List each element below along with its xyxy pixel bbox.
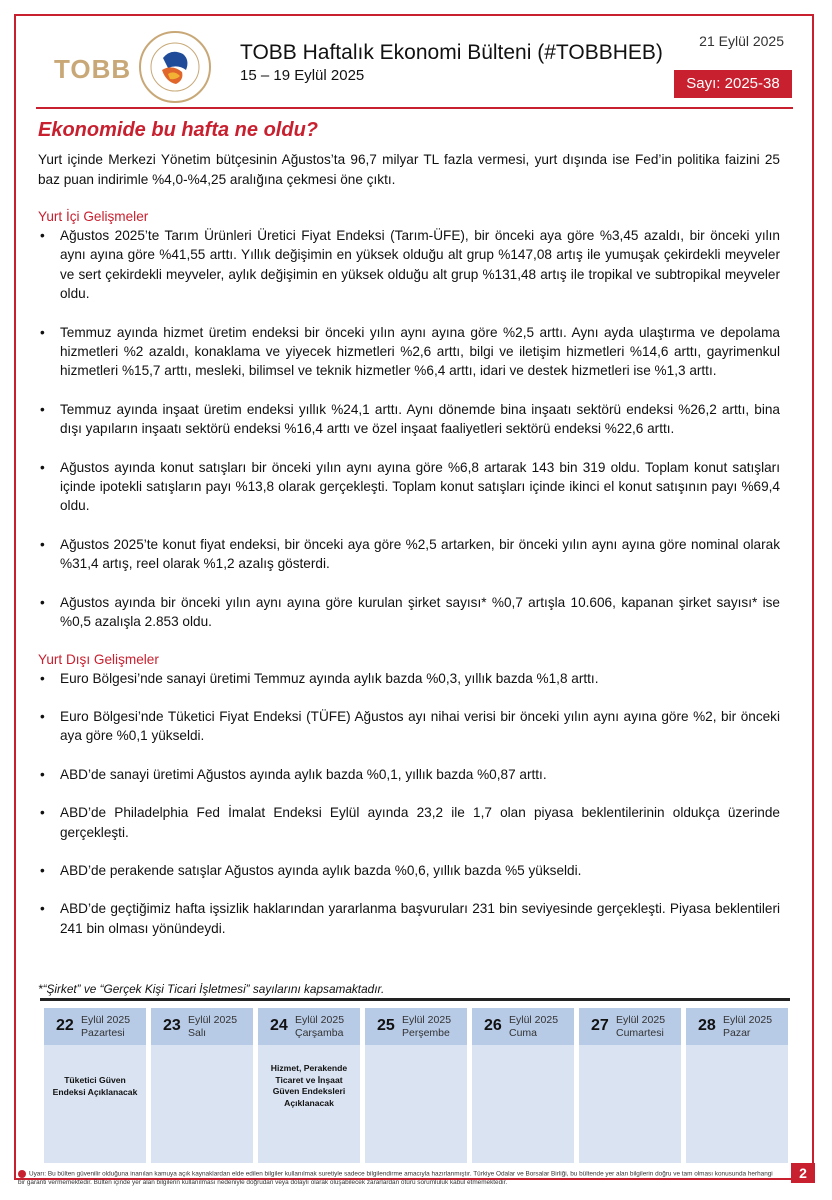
publish-date: 21 Eylül 2025 <box>699 33 784 49</box>
day-event: Hizmet, Perakende Ticaret ve İnşaat Güven Endeksleri Açıklanacak <box>270 1063 348 1108</box>
calendar-day <box>44 1008 146 1163</box>
foreign-heading: Yurt Dışı Gelişmeler <box>38 651 159 667</box>
day-number: 26 <box>484 1017 502 1034</box>
header-divider <box>36 107 793 109</box>
bulletin-title: TOBB Haftalık Ekonomi Bülteni (#TOBBHEB) <box>240 41 663 64</box>
day-number: 23 <box>163 1017 181 1034</box>
list-item: • ABD’de geçtiğimiz hafta işsizlik haklarından yararlanma başvuruları 231 bin seviyesinde gerçekleşti. Piyasa beklentileri 241 bin olması yönündeydi. <box>38 899 780 938</box>
list-item: • Temmuz ayında hizmet üretim endeksi bir önceki yılın aynı ayına göre %2,5 arttı. Aynı ayda ulaştırma ve depolama hizmetleri %2 azaldı, konaklama ve yiyecek hizmetleri %2,6 arttı, bilgi ve iletişim hizmetleri %14,6 arttı, gayrimenkul hizmetleri %15,7 arttı, mesleki, bilimsel ve teknik hizmetler %6,4 arttı, idari ve destek hizmetleri ise %1,3 arttı. <box>38 323 780 381</box>
list-item: • Temmuz ayında inşaat üretim endeksi yıllık %24,1 arttı. Aynı dönemde bina inşaatı sektörü endeksi %26,2 arttı, bina dışı yapıların inşaatı sektörü endeksi %16,4 arttı ve özel inşaat faaliyetleri sektörü endeksi %22,6 arttı. <box>38 400 780 439</box>
day-month: Eylül 2025 <box>616 1014 666 1026</box>
domestic-heading: Yurt İçi Gelişmeler <box>38 209 149 224</box>
calendar-day <box>151 1008 253 1163</box>
day-number: 24 <box>270 1017 288 1034</box>
page-number: 2 <box>791 1163 815 1183</box>
list-item: • Ağustos ayında konut satışları bir önceki yılın aynı ayına göre %6,8 artarak 143 bin 319 oldu. Toplam konut satışları içinde ipotekli satışların payı %13,8 olarak gerçekleşti. Toplam konut satışları içinde ikinci el konut satışının payı %69,4 oldu. <box>38 458 780 516</box>
tobb-mini-logo-icon <box>18 1170 26 1178</box>
day-month: Eylül 2025 <box>188 1014 238 1026</box>
main-content <box>38 118 780 997</box>
list-item: • Euro Bölgesi’nde Tüketici Fiyat Endeksi (TÜFE) Ağustos ayı nihai verisi bir önceki yılın aynı ayına göre %2, bir önceki aya göre %0,1 yükseldi. <box>38 707 780 746</box>
day-number: 27 <box>591 1017 609 1034</box>
day-number: 28 <box>698 1017 716 1034</box>
day-name: Cuma <box>509 1027 538 1039</box>
calendar-day <box>579 1008 681 1163</box>
footnote: *“Şirket” ve “Gerçek Kişi Ticari İşletmesi” sayılarını kapsamaktadır. <box>38 982 385 997</box>
calendar-divider <box>40 998 790 1001</box>
day-name: Pazar <box>723 1027 751 1039</box>
issue-badge: Sayı: 2025-38 <box>674 70 792 98</box>
day-number: 25 <box>377 1017 395 1034</box>
foreign-list <box>38 669 780 939</box>
day-name: Salı <box>188 1027 207 1039</box>
list-item: • Ağustos 2025’te Tarım Ürünleri Üretici Fiyat Endeksi (Tarım-ÜFE), bir önceki aya göre %3,45 azaldı, bir önceki yılın aynı ayına göre %41,55 arttı. Yıllık değişimin en yüksek olduğu alt grup %147,08 artış ile yumuşak çekirdekli meyveler ve sert çekirdekli meyveler, aylık değişimin en yüksek olduğu alt grup %131,48 artış ile tropikal ve subtropikal meyveler oldu. <box>38 226 780 304</box>
day-name: Perşembe <box>402 1027 450 1039</box>
day-month: Eylül 2025 <box>295 1014 345 1026</box>
day-month: Eylül 2025 <box>509 1014 559 1026</box>
list-item: • Euro Bölgesi’nde sanayi üretimi Temmuz ayında aylık bazda %0,3, yıllık bazda %1,8 arttı. <box>38 669 780 688</box>
day-month: Eylül 2025 <box>723 1014 773 1026</box>
tobb-seal-icon <box>138 30 212 106</box>
tobb-logo <box>52 30 202 106</box>
list-item: • ABD’de sanayi üretimi Ağustos ayında aylık bazda %0,1, yıllık bazda %0,87 arttı. <box>38 765 780 784</box>
logo-wordmark: TOBB <box>54 54 132 84</box>
calendar-day <box>686 1008 788 1163</box>
section-title: Ekonomide bu hafta ne oldu? <box>38 119 318 141</box>
weekly-calendar <box>44 1008 790 1163</box>
day-name: Pazartesi <box>81 1027 125 1039</box>
day-month: Eylül 2025 <box>81 1014 131 1026</box>
intro-paragraph: Yurt içinde Merkezi Yönetim bütçesinin Ağustos’ta 96,7 milyar TL fazla vermesi, yurt dışında ise Fed’in politika faizini 25 baz puan indirimle %4,0-%4,25 aralığına çekmesi öne çıktı. <box>38 152 780 187</box>
calendar-day <box>258 1008 360 1163</box>
day-event: Tüketici Güven Endeksi Açıklanacak <box>52 1075 138 1097</box>
calendar-day <box>472 1008 574 1163</box>
disclaimer-text: Uyarı: Bu bülten güvenilir olduğuna inanılan kamuya açık kaynaklardan elde edilen bilgiler kullanılmak suretiyle sadece bilgilendirme amacıyla hazırlanmıştır. Türkiye Odalar ve Borsalar Birliği, bu bültende yer alan bilgilerin doğru ve tam olması konusunda herhangi bir garanti vermemektedir. Bülten içinde yer alan bilgilerin kullanılması nedeniyle doğrudan veya dolaylı olarak oluşabilecek zararlardan ötürü sorumluluk kabul etmemektedir. <box>18 1170 773 1187</box>
day-name: Cumartesi <box>616 1027 664 1039</box>
list-item: • ABD’de perakende satışlar Ağustos ayında aylık bazda %0,6, yıllık bazda %5 yükseldi. <box>38 861 780 880</box>
bulletin-date-range: 15 – 19 Eylül 2025 <box>240 67 365 84</box>
day-month: Eylül 2025 <box>402 1014 452 1026</box>
list-item: • Ağustos 2025’te konut fiyat endeksi, bir önceki aya göre %2,5 artarken, bir önceki yılın aynı ayına göre nominal olarak %31,4 artış, reel olarak %1,2 azalış gösterdi. <box>38 535 780 574</box>
list-item: • Ağustos ayında bir önceki yılın aynı ayına göre kurulan şirket sayısı* %0,7 artışla 10.606, kapanan şirket sayısı* ise %0,5 azalışla 2.853 oldu. <box>38 593 780 632</box>
day-name: Çarşamba <box>295 1027 344 1039</box>
disclaimer <box>18 1170 778 1188</box>
day-number: 22 <box>56 1017 74 1034</box>
domestic-list <box>38 226 780 632</box>
list-item: • ABD’de Philadelphia Fed İmalat Endeksi Eylül ayında 23,2 ile 1,7 olan piyasa beklentilerinin oldukça üzerinde gerçekleşti. <box>38 803 780 842</box>
calendar-day <box>365 1008 467 1163</box>
